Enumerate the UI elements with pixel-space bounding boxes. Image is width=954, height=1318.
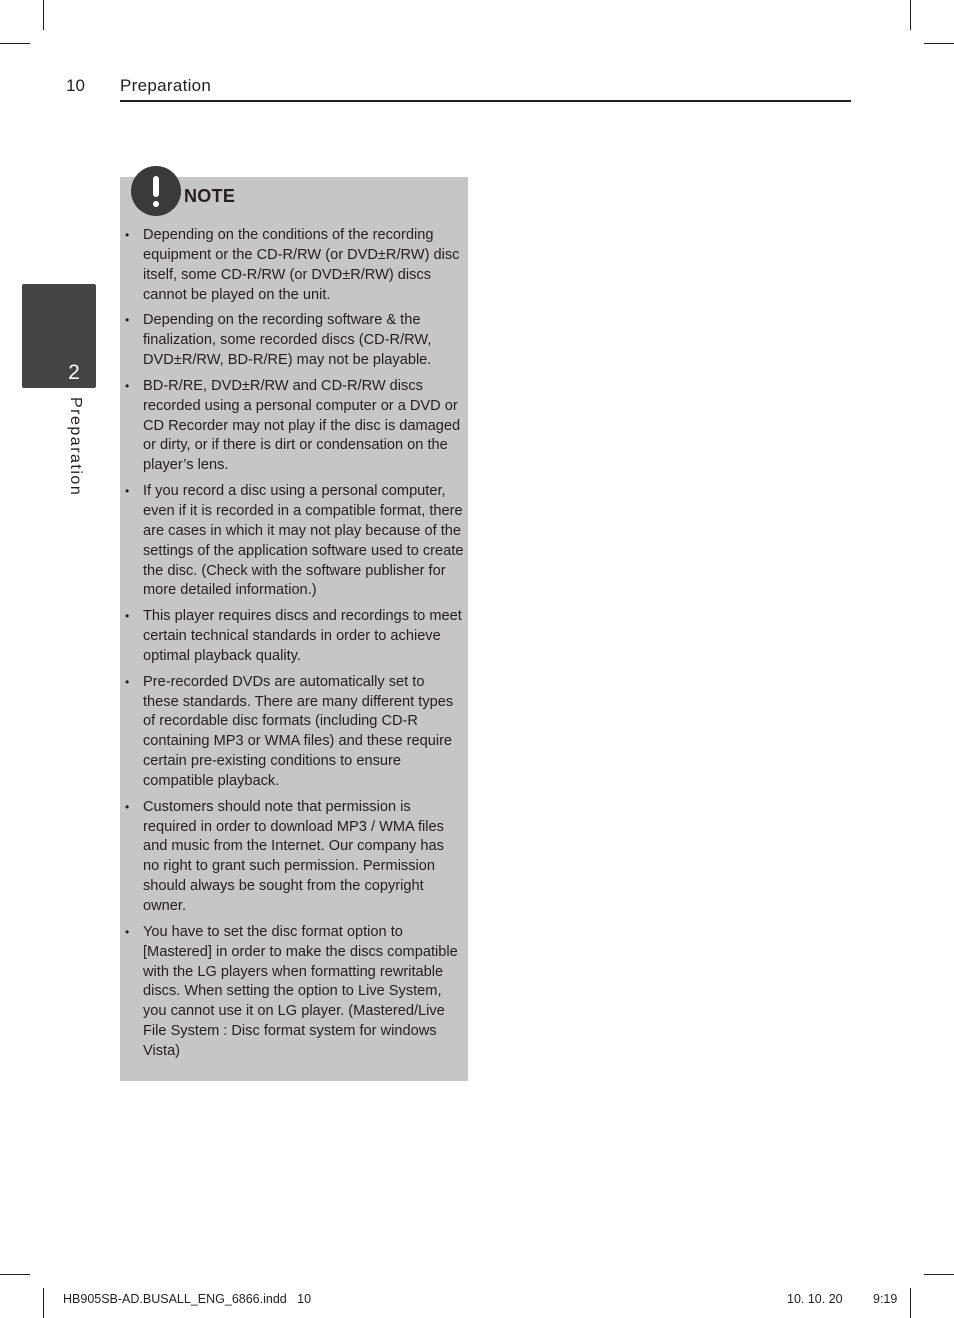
note-item-text: Depending on the conditions of the recording equipment or the CD-R/RW (or DVD±R/RW) disc itself, some CD-R/RW (or DVD±R/RW) discs cannot be played on the unit. <box>143 227 460 303</box>
crop-mark <box>43 0 44 30</box>
note-item: • Depending on the conditions of the recording equipment or the CD-R/RW (or DVD±R/RW) disc itself, some CD-R/RW (or DVD±R/RW) discs cannot be played on the unit. <box>125 227 460 303</box>
note-item: • Customers should note that permission is required in order to download MP3 / WMA files and music from the Internet. Our company has no right to grant such permission. Permission should always be sought from the copyright owner. <box>125 798 444 914</box>
crop-mark <box>43 1288 44 1318</box>
crop-mark <box>924 1274 954 1275</box>
note-item-text: BD-R/RE, DVD±R/RW and CD-R/RW discs recorded using a personal computer or a DVD or CD Recorder may not play if the disc is damaged or dirty, or if there is dirt or condensation on the player’s lens. <box>143 377 461 474</box>
note-item: • If you record a disc using a personal computer, even if it is recorded in a compatible format, there are cases in which it may not play because of the settings of the application software used to create the disc. (Check with the software publisher for more detailed information.) <box>125 483 464 599</box>
chapter-label: Preparation <box>67 397 84 497</box>
chapter-number: 2 <box>68 361 80 384</box>
crop-mark <box>0 43 30 44</box>
footer-filename: HB905SB-AD.BUSALL_ENG_6866.indd 10 <box>63 1292 312 1306</box>
note-item-text: You have to set the disc format option to [Mastered] in order to make the discs compatible with the LG players when formatting rewritable discs. When setting the option to Live System, you cannot use it on LG player. (Mastered/Live File System : Disc format system for windows Vista) <box>143 923 458 1059</box>
note-item-text: Pre-recorded DVDs are automatically set to these standards. There are many different types of recordable disc formats (including CD-R containing MP3 or WMA files) and these require certain pre-existing conditions to ensure compatible playback. <box>143 673 454 789</box>
crop-mark <box>924 43 954 44</box>
note-title: NOTE <box>184 186 236 206</box>
exclamation-icon <box>131 166 181 216</box>
crop-mark <box>910 1288 911 1318</box>
note-item: • Pre-recorded DVDs are automatically set to these standards. There are many different types of recordable disc formats (including CD-R containing MP3 or WMA files) and these require certain pre-existing conditions to ensure compatible playback. <box>125 673 454 789</box>
note-item: • You have to set the disc format option to [Mastered] in order to make the discs compatible with the LG players when formatting rewritable discs. When setting the option to Live System, you cannot use it on LG player. (Mastered/Live File System : Disc format system for windows Vista) <box>125 923 458 1059</box>
note-item-text: This player requires discs and recordings to meet certain technical standards in order to achieve optimal playback quality. <box>143 608 462 664</box>
note-list <box>120 226 468 1068</box>
header-section-title: Preparation <box>120 76 212 95</box>
footer-time: 9:19 <box>873 1292 898 1306</box>
header-rule <box>120 100 851 102</box>
note-item-text: Customers should note that permission is required in order to download MP3 / WMA files and music from the Internet. Our company has no right to grant such permission. Permission should always be sought from the copyright owner. <box>143 798 444 914</box>
note-item: • BD-R/RE, DVD±R/RW and CD-R/RW discs recorded using a personal computer or a DVD or CD Recorder may not play if the disc is damaged or dirty, or if there is dirt or condensation on the player’s lens. <box>125 377 461 474</box>
note-item-text: Depending on the recording software & the finalization, some recorded discs (CD-R/RW, DVD±R/RW, BD-R/RE) may not be playable. <box>143 312 432 369</box>
note-item: • Depending on the recording software & the finalization, some recorded discs (CD-R/RW, DVD±R/RW, BD-R/RE) may not be playable. <box>125 312 432 369</box>
footer-date: 10. 10. 20 <box>787 1292 843 1306</box>
crop-mark <box>910 0 911 30</box>
page-number: 10 <box>66 76 85 95</box>
note-item: • This player requires discs and recordings to meet certain technical standards in order to achieve optimal playback quality. <box>125 608 462 664</box>
chapter-tab <box>22 284 96 388</box>
note-item-text: If you record a disc using a personal computer, even if it is recorded in a compatible format, there are cases in which it may not play because of the settings of the application software used to create the disc. (Check with the software publisher for more detailed information.) <box>143 483 464 599</box>
crop-mark <box>0 1274 30 1275</box>
